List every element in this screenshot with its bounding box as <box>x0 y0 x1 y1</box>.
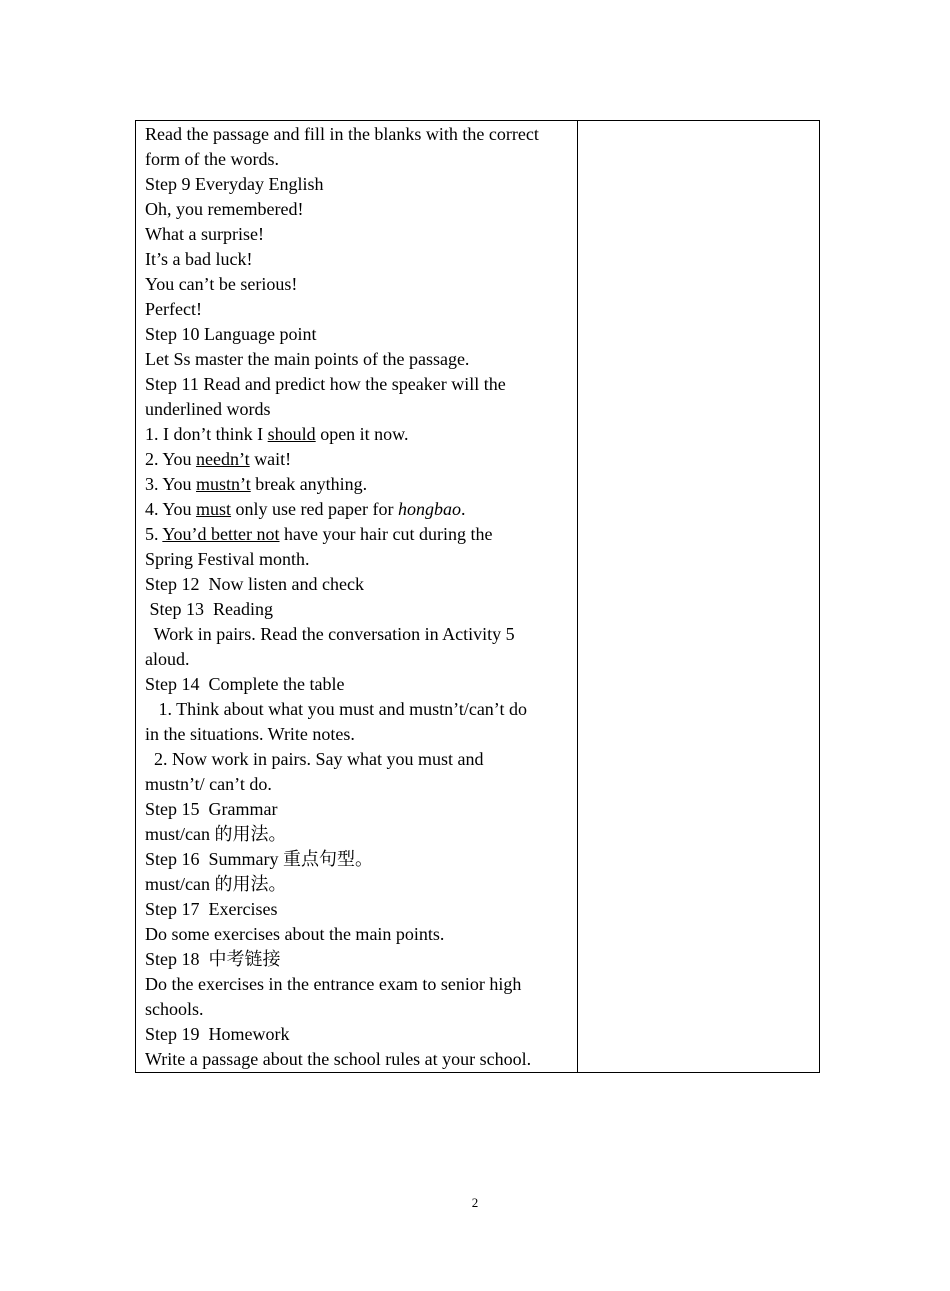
text-line: Let Ss master the main points of the passage. <box>145 349 470 369</box>
text-line: in the situations. Write notes. <box>145 724 355 744</box>
text-line: Spring Festival month. <box>145 549 310 569</box>
step-heading: Step 15 Grammar <box>145 799 278 819</box>
predict-item-4: 4. You must only use red paper for hongbao. <box>145 499 466 519</box>
text-line: 1. Think about what you must and mustn’t/can’t do <box>145 699 527 719</box>
text-line: mustn’t/ can’t do. <box>145 774 272 794</box>
text-line: What a surprise! <box>145 224 264 244</box>
underlined-word: needn’t <box>196 449 250 469</box>
step-heading: Step 10 Language point <box>145 324 317 344</box>
text-line: Do the exercises in the entrance exam to senior high <box>145 974 522 994</box>
predict-item-3: 3. You mustn’t break anything. <box>145 474 368 494</box>
text-line: Oh, you remembered! <box>145 199 304 219</box>
step-heading: Step 19 Homework <box>145 1024 290 1044</box>
procedure-text <box>136 121 577 1072</box>
notes-cell <box>578 121 820 1073</box>
text-line: schools. <box>145 999 204 1019</box>
procedure-cell <box>136 121 578 1073</box>
text-line: Read the passage and fill in the blanks with the correct <box>145 124 539 144</box>
step-heading: Step 14 Complete the table <box>145 674 345 694</box>
text-line: must/can 的用法。 <box>145 824 287 844</box>
step-heading: Step 12 Now listen and check <box>145 574 364 594</box>
text-line: must/can 的用法。 <box>145 874 287 894</box>
step-heading: Step 11 Read and predict how the speaker will the <box>145 374 506 394</box>
step-heading: Step 13 Reading <box>145 599 273 619</box>
text-line: underlined words <box>145 399 271 419</box>
predict-item-5: 5. You’d better not have your hair cut during the <box>145 524 493 544</box>
text-line: form of the words. <box>145 149 279 169</box>
italic-word: hongbao <box>398 499 461 519</box>
text-line: Perfect! <box>145 299 202 319</box>
text-line: Write a passage about the school rules at your school. <box>145 1049 532 1069</box>
text-line: 2. Now work in pairs. Say what you must and <box>145 749 484 769</box>
predict-item-2: 2. You needn’t wait! <box>145 449 292 469</box>
text-line: You can’t be serious! <box>145 274 298 294</box>
underlined-word: should <box>267 424 316 444</box>
step-heading: Step 17 Exercises <box>145 899 278 919</box>
underlined-word: mustn’t <box>196 474 251 494</box>
underlined-word: must <box>196 499 232 519</box>
table-row <box>136 121 820 1073</box>
lesson-plan-table <box>135 120 820 1073</box>
text-line: Work in pairs. Read the conversation in Activity 5 <box>145 624 515 644</box>
step-heading: Step 9 Everyday English <box>145 174 324 194</box>
text-line: aloud. <box>145 649 190 669</box>
step-heading: Step 16 Summary 重点句型。 <box>145 849 373 869</box>
predict-item-1: 1. I don’t think I should open it now. <box>145 424 409 444</box>
underlined-word: You’d better not <box>162 524 280 544</box>
page-number: 2 <box>471 1195 479 1210</box>
step-heading: Step 18 中考链接 <box>145 949 281 969</box>
text-line: Do some exercises about the main points. <box>145 924 445 944</box>
text-line: It’s a bad luck! <box>145 249 253 269</box>
